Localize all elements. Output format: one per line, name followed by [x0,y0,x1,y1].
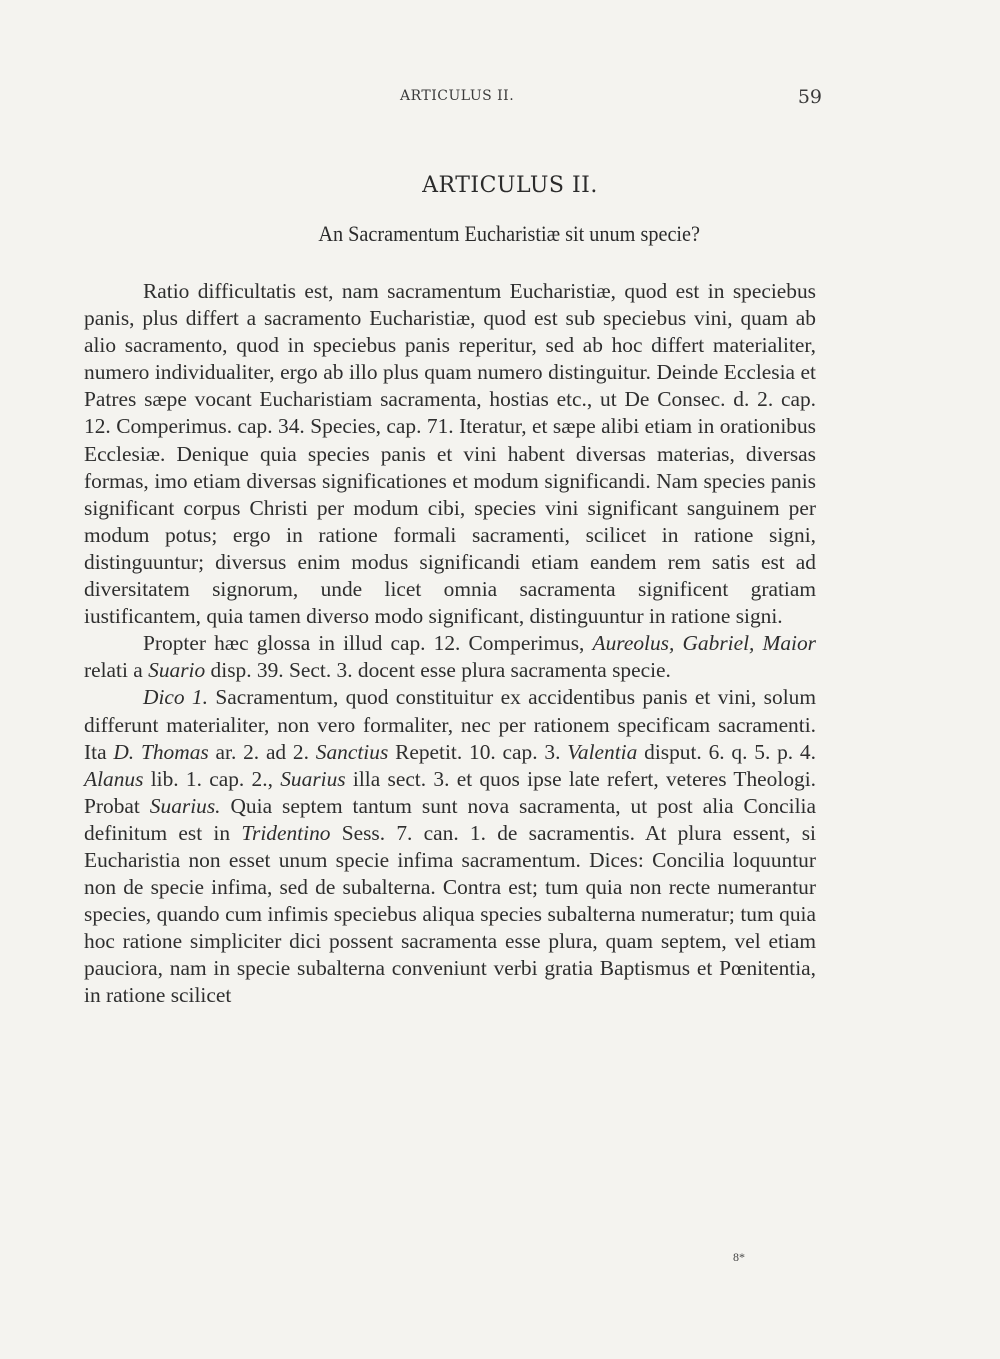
text-run: illa sect. 3. et quos ipse late refert, veteres Theologi. Probat [84,766,816,818]
cited-author-suarius: Suarius [280,766,346,791]
text-run: disput. 6. q. 5. p. 4. [637,739,816,764]
text-run: disp. 39. Sect. 3. docent esse plura sacramenta specie. [205,658,671,683]
cited-council-tridentino: Tridentino [241,820,331,845]
running-title: ARTICULUS II. [400,88,515,104]
text-run: Repetit. 10. cap. 3. [388,739,568,764]
body-text [84,278,816,1010]
text-run: Quia septem tantum sunt nova sacramenta, ut post alia Concilia definitum est in [84,793,816,845]
cited-author-suario: Suario [148,658,206,683]
running-header [0,88,1000,112]
cited-author-thomas: D. Thomas [113,739,209,764]
cited-author-sanctius: Sanctius [315,739,389,764]
paragraph-ratio-difficultatis: Ratio difficultatis est, nam sacramentum Eucharistiæ, quod est in speciebus panis, plus differt a sacramento Eucharistiæ, quod est sub speciebus vini, quam ab alio sacramento, quod in speciebus panis reperitur, sed ab hoc differt materialiter, numero individualiter, ergo ab illo plus quam numero distinguitur. Deinde Ecclesia et Patres sæpe vocant Eucharistiam sacramenta, hostias etc., ut De Consec. d. 2. cap. 12. Comperimus. cap. 34. Species, cap. 71. Iteratur, et sæpe alibi etiam in orationibus Ecclesiæ. Denique quia species panis et vini habent diversas materias, diversas formas, imo etiam diversas significationes et modum significandi. Nam species panis significant corpus Christi per modum cibi, species vini significant sanguinem per modum potus; ergo in ratione formali sacramenti, scilicet in ratione signi, distinguuntur; diversus enim modus significandi etiam eandem rem satis est ad diversitatem signorum, unde licet omnia sacramenta significent gratiam iustificantem, quia tamen diverso modo significant, distinguuntur in ratione signi. [84,279,816,629]
cited-author-valentia: Valentia [567,739,638,764]
paragraph-propter-haec [84,630,816,684]
text-run: relati a [84,658,149,683]
page-number: 59 [797,86,822,108]
cited-author-suarius: Suarius. [149,793,221,818]
text-run: Sacramentum, quod constituitur ex accidentibus panis et vini, solum differunt materialiter, non vero formaliter, nec per rationem specificam sacramenti. Ita [84,685,816,764]
article-question: An Sacramentum Eucharistiæ sit unum specie? [318,221,701,246]
cited-authors: Aureolus, Gabriel, Maior [592,631,816,656]
article-heading: ARTICULUS II. [422,173,598,198]
text-run: ar. 2. ad 2. [208,739,316,764]
paragraph-dico-1 [84,684,816,1009]
text-run: lib. 1. cap. 2., [143,766,281,791]
dico-label: Dico 1. [143,685,208,710]
signature-mark: 8* [733,1250,745,1264]
text-run: Propter hæc glossa in illud cap. 12. Comperimus, [143,631,593,656]
cited-author-alanus: Alanus [84,766,144,791]
text-run: Sess. 7. can. 1. de sacramentis. At plura essent, si Eucharistia non esset unum specie infima sacramentum. Dices: Concilia loquuntur non de specie infima, sed de subalterna. Contra est; tum quia non recte numerantur species, quando cum infimis speciebus aliqua species subalterna numeratur; tum quia hoc ratione simpliciter dici possent sacramenta esse plura, quam septem, vel etiam pauciora, nam in specie subalterna conveniunt verbi gratia Baptismus et Pœnitentia, in ratione scilicet [84,820,816,1008]
